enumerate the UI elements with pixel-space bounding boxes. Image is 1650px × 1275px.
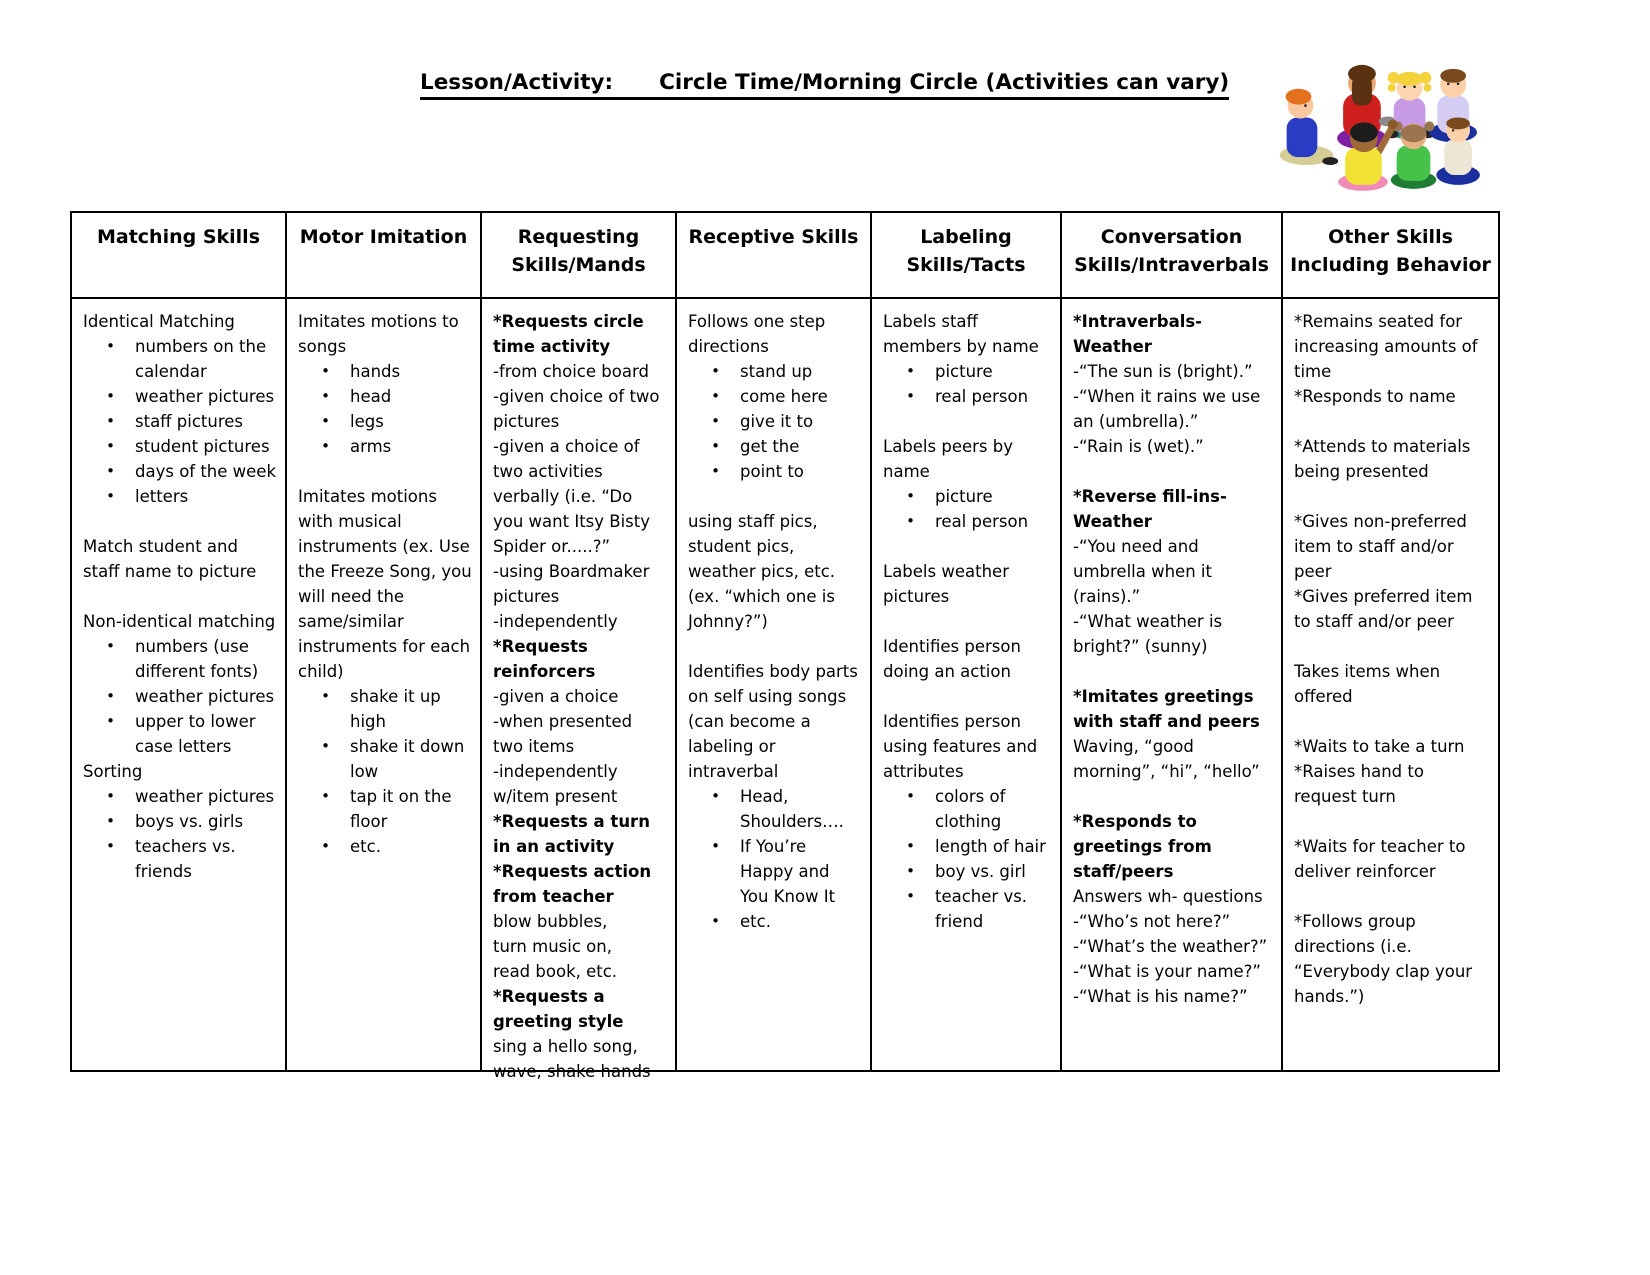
bullet-text: etc. [350,837,381,856]
child-blue-shirt [1280,89,1338,165]
bullet-icon: • [106,462,115,480]
cell-heading: *Requests reinforcers [493,637,596,681]
cell-paragraph: *Follows group directions (i.e. “Everybody clap your hands.”) [1294,912,1473,1006]
column-header-other: Other Skills Including Behavior [1283,213,1498,299]
cell-paragraph: using staff pics, student pics, weather pics, etc. (ex. “which one is Johnny?”) [688,512,836,631]
cell-paragraph: -“What weather is bright?” (sunny) [1073,612,1223,656]
bullet-icon: • [321,737,330,755]
bullet-text: numbers (use different fonts) [135,637,259,681]
cell-paragraph: -“What is his name?” [1073,987,1248,1006]
blank-line [688,484,862,509]
bullet-icon: • [711,462,720,480]
blank-line [1294,409,1490,434]
bullet-text: teachers vs. friends [135,837,236,881]
cell-paragraph: -“What is your name?” [1073,962,1261,981]
cell-paragraph: Imitates motions with musical instruments (ex. Use the Freeze Song, you will need the same/similar instruments for each child) [298,487,472,681]
bullet-text: come here [740,387,828,406]
bullet-item [883,384,1052,409]
cell-paragraph: -“What’s the weather?” [1073,937,1268,956]
bullet-text: shake it up high [350,687,441,731]
cell-paragraph: Identifies body parts on self using songs (can become a labeling or intraverbal [688,662,858,781]
bullet-item [83,434,277,459]
cell-paragraph: Answers wh- questions [1073,887,1263,906]
bullet-text: letters [135,487,189,506]
bullet-text: Head, Shoulders…. [740,787,844,831]
bullet-item [83,409,277,434]
cell-paragraph: Imitates motions to songs [298,312,459,356]
cell-paragraph: Identical Matching [83,312,235,331]
bullet-icon: • [711,412,720,430]
cell-paragraph: *Remains seated for increasing amounts of time [1294,312,1478,381]
cell-paragraph: *Gives preferred item to staff and/or peer [1294,587,1473,631]
bullet-icon: • [106,412,115,430]
bullet-item [83,834,277,884]
bullet-text: shake it down low [350,737,465,781]
bullet-item [883,859,1052,884]
bullet-item [688,459,862,484]
bullet-item [883,834,1052,859]
bullet-icon: • [106,787,115,805]
blank-line [298,459,472,484]
bullet-item [688,359,862,384]
column-header-conversation: Conversation Skills/Intraverbals [1062,213,1283,299]
bullet-icon: • [321,437,330,455]
bullet-text: head [350,387,392,406]
cell-paragraph: Match student and staff name to picture [83,537,257,581]
column-header-receptive: Receptive Skills [677,213,872,299]
bullet-icon: • [906,512,915,530]
bullet-item [883,359,1052,384]
bullet-text: staff pictures [135,412,244,431]
bullet-icon: • [906,387,915,405]
cell-paragraph: *Waits for teacher to deliver reinforcer [1294,837,1466,881]
blank-line [1294,484,1490,509]
cell-paragraph: -“The sun is (bright).” [1073,362,1253,381]
cell-paragraph: *Waits to take a turn [1294,737,1465,756]
cell-paragraph: *Attends to materials being presented [1294,437,1471,481]
cell-paragraph: blow bubbles, [493,912,608,931]
bullet-item [688,784,862,834]
column-header-labeling: Labeling Skills/Tacts [872,213,1062,299]
bullet-item [83,459,277,484]
bullet-text: real person [935,387,1029,406]
cell-heading: *Requests circle time activity [493,312,644,356]
bullet-item [298,684,472,734]
bullet-icon: • [906,887,915,905]
bullet-text: point to [740,462,804,481]
bullet-text: picture [935,362,993,381]
column-cell-other [1283,299,1498,1070]
page-title [420,70,1229,100]
cell-paragraph: Labels weather pictures [883,562,1009,606]
bullet-text: student pictures [135,437,270,456]
cell-paragraph: -“When it rains we use an (umbrella).” [1073,387,1261,431]
bullet-icon: • [106,387,115,405]
skills-table [70,211,1500,1081]
bullet-item [688,834,862,909]
bullet-text: real person [935,512,1029,531]
bullet-icon: • [711,387,720,405]
bullet-text: boys vs. girls [135,812,244,831]
bullet-item [298,784,472,834]
bullet-item [83,709,277,759]
blank-line [1294,634,1490,659]
bullet-item [298,434,472,459]
cell-heading: *Requests a turn in an activity [493,812,650,856]
bullet-text: length of hair [935,837,1046,856]
bullet-icon: • [106,337,115,355]
cell-paragraph: sing a hello song, [493,1037,638,1056]
bullet-item [688,409,862,434]
bullet-text: give it to [740,412,814,431]
bullet-icon: • [106,837,115,855]
bullet-text: etc. [740,912,771,931]
blank-line [1073,459,1273,484]
cell-heading: *Reverse fill-ins-Weather [1073,487,1227,531]
blank-line [1073,784,1273,809]
blank-line [1073,659,1273,684]
cell-paragraph: turn music on, [493,937,612,956]
blank-line [1294,809,1490,834]
bullet-icon: • [321,362,330,380]
cell-paragraph: -using Boardmaker pictures [493,562,650,606]
bullet-item [83,384,277,409]
bullet-item [298,834,472,859]
cell-paragraph: Follows one step directions [688,312,826,356]
cell-paragraph: *Gives non-preferred item to staff and/or peer [1294,512,1467,581]
column-header-motor: Motor Imitation [287,213,482,299]
cell-heading: *Requests a greeting style [493,987,624,1031]
bullet-icon: • [906,487,915,505]
bullet-icon: • [906,862,915,880]
column-cell-receptive [677,299,872,1070]
bullet-text: tap it on the floor [350,787,452,831]
cell-paragraph: -“You need and umbrella when it (rains).” [1073,537,1212,606]
bullet-item [688,909,862,934]
cell-paragraph: Labels peers by name [883,437,1013,481]
blank-line [688,634,862,659]
cell-paragraph: -from choice board [493,362,649,381]
bullet-icon: • [321,687,330,705]
bullet-item [83,784,277,809]
bullet-item [883,509,1052,534]
blank-line [883,534,1052,559]
cell-paragraph: wave, shake hands [493,1062,651,1081]
bullet-icon: • [906,787,915,805]
cell-paragraph: -when presented two items [493,712,633,756]
bullet-item [83,484,277,509]
cell-paragraph: Identifies person using features and attributes [883,712,1038,781]
cell-heading: *Requests action from teacher [493,862,652,906]
bullet-icon: • [106,687,115,705]
cell-paragraph: Waving, “good morning”, “hi”, “hello” [1073,737,1260,781]
children-circle-clipart [1243,36,1471,190]
bullet-icon: • [106,712,115,730]
bullet-icon: • [321,412,330,430]
column-cell-requesting [482,299,677,1081]
cell-paragraph: *Raises hand to request turn [1294,762,1424,806]
bullet-item [883,884,1052,934]
bullet-item [688,434,862,459]
bullet-item [298,734,472,784]
bullet-text: arms [350,437,392,456]
cell-paragraph: -“Rain is (wet).” [1073,437,1204,456]
bullet-text: picture [935,487,993,506]
bullet-icon: • [106,487,115,505]
bullet-icon: • [906,362,915,380]
bullet-icon: • [106,437,115,455]
bullet-item [83,334,277,384]
page-title-value: Circle Time/Morning Circle (Activities can vary) [659,70,1230,95]
bullet-icon: • [711,437,720,455]
cell-heading: *Imitates greetings with staff and peers [1073,687,1260,731]
bullet-text: teacher vs. friend [935,887,1028,931]
blank-line [83,509,277,534]
column-cell-conversation [1062,299,1283,1070]
blank-line [883,684,1052,709]
blank-line [1294,884,1490,909]
bullet-icon: • [711,912,720,930]
bullet-icon: • [321,787,330,805]
cell-paragraph: -given a choice [493,687,619,706]
cell-paragraph: Sorting [83,762,143,781]
column-cell-matching [72,299,287,1070]
cell-paragraph: Takes items when offered [1294,662,1441,706]
cell-paragraph: -given a choice of two activities verbally (i.e. “Do you want Itsy Bisty Spider or.....?” [493,437,651,556]
page-title-label: Lesson/Activity: [420,70,614,95]
bullet-item [298,359,472,384]
bullet-icon: • [106,812,115,830]
bullet-item [688,384,862,409]
bullet-icon: • [711,362,720,380]
cell-paragraph: -given choice of two pictures [493,387,660,431]
bullet-text: stand up [740,362,813,381]
cell-paragraph: -independently w/item present [493,762,618,806]
bullet-icon: • [321,837,330,855]
bullet-item [298,409,472,434]
bullet-item [883,484,1052,509]
bullet-text: upper to lower case letters [135,712,256,756]
cell-paragraph: Non-identical matching [83,612,276,631]
cell-heading: *Intraverbals-Weather [1073,312,1203,356]
bullet-text: days of the week [135,462,277,481]
bullet-text: numbers on the calendar [135,337,267,381]
cell-paragraph: Identifies person doing an action [883,637,1021,681]
cell-paragraph: -independently [493,612,618,631]
bullet-item [883,784,1052,834]
bullet-text: weather pictures [135,387,275,406]
bullet-icon: • [906,837,915,855]
cell-paragraph: read book, etc. [493,962,618,981]
bullet-item [83,634,277,684]
bullet-text: weather pictures [135,787,275,806]
cell-paragraph: -“Who’s not here?” [1073,912,1231,931]
cell-paragraph: *Responds to name [1294,387,1456,406]
bullet-item [83,809,277,834]
cell-heading: *Responds to greetings from staff/peers [1073,812,1212,881]
bullet-text: legs [350,412,384,431]
blank-line [1294,709,1490,734]
blank-line [83,584,277,609]
column-cell-labeling [872,299,1062,1070]
bullet-icon: • [106,637,115,655]
bullet-icon: • [711,837,720,855]
column-header-matching: Matching Skills [72,213,287,299]
bullet-item [298,384,472,409]
bullet-item [83,684,277,709]
bullet-icon: • [321,387,330,405]
bullet-text: If You’re Happy and You Know It [740,837,836,906]
bullet-text: weather pictures [135,687,275,706]
column-cell-motor [287,299,482,1070]
cell-paragraph: Labels staff members by name [883,312,1039,356]
blank-line [883,409,1052,434]
column-header-requesting: Requesting Skills/Mands [482,213,677,299]
bullet-text: colors of clothing [935,787,1006,831]
blank-line [883,609,1052,634]
bullet-text: hands [350,362,401,381]
bullet-icon: • [711,787,720,805]
bullet-text: get the [740,437,800,456]
bullet-text: boy vs. girl [935,862,1026,881]
